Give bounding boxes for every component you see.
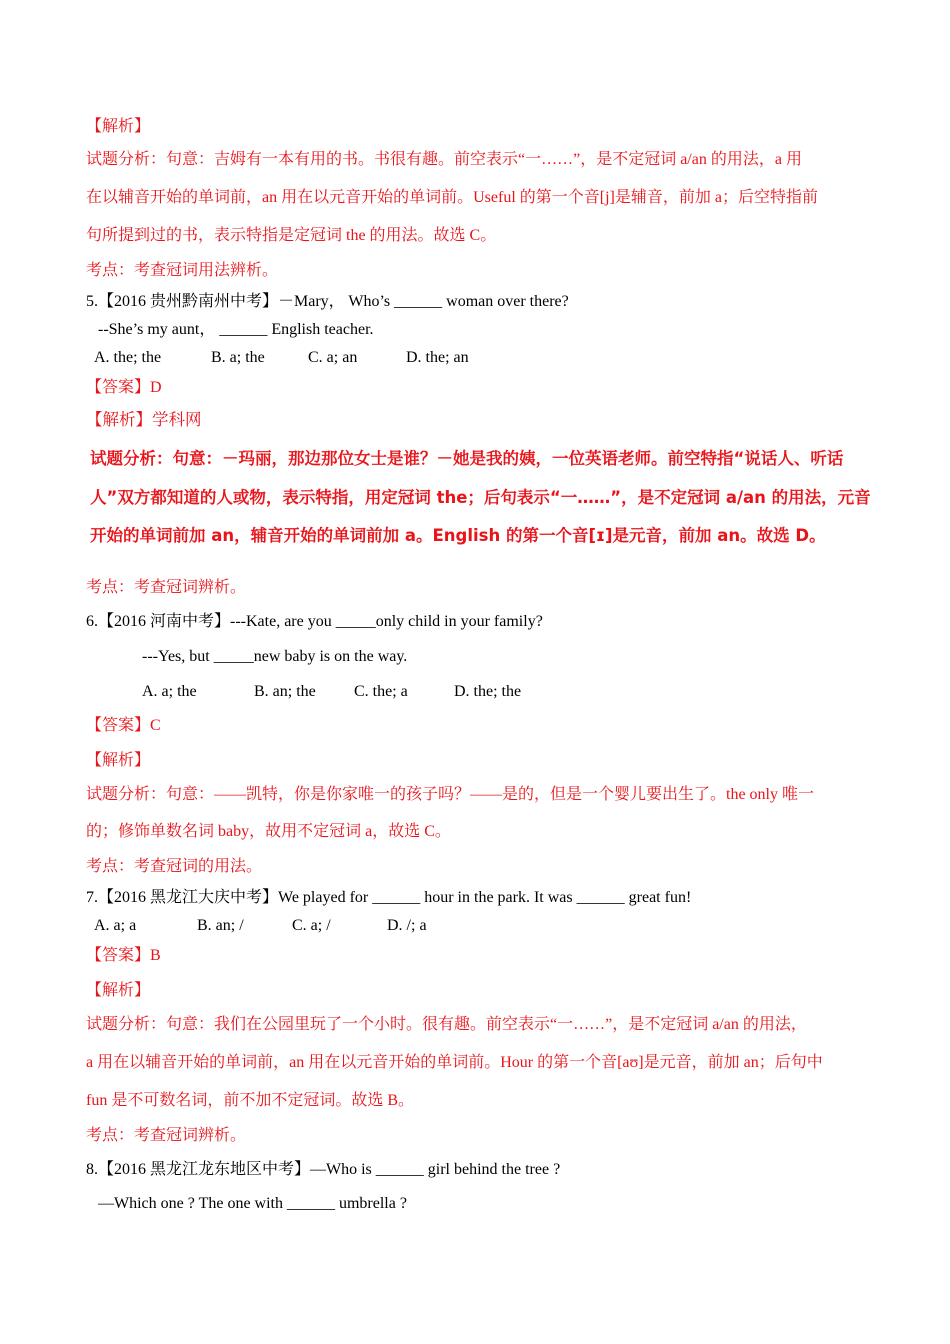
q7-option-c: C. a; /: [292, 917, 331, 934]
q4-jiexi-label: 【解析】: [86, 118, 151, 135]
q7-option-b: B. an; /: [197, 917, 244, 934]
q5-stem-line-1: 5.【2016 贵州黔南州中考】－Mary， Who’s ______ woman over there?: [86, 293, 569, 310]
q6-stem-line-2: ---Yes, but _____new baby is on the way.: [142, 648, 408, 665]
q5-jiexi-label: 【解析】学科网: [86, 410, 202, 429]
q7-jiexi-label: 【解析】: [86, 982, 151, 999]
q6-option-d: D. the; the: [454, 683, 522, 700]
q5-option-c: C. a; an: [308, 349, 358, 366]
q6-stem-line-1: 6.【2016 河南中考】---Kate, are you _____only child in your family?: [86, 613, 543, 630]
q8-stem-line-2: —Which one ? The one with ______ umbrella ?: [98, 1195, 407, 1212]
q5-option-a: A. the; the: [94, 349, 162, 366]
q7-option-d: D. /; a: [387, 917, 427, 934]
watermark: [91, 361, 861, 580]
q6-answer: 【答案】C: [86, 717, 161, 734]
q4-analysis-line-3: 句所提到过的书，表示特指是定冠词 the 的用法。故选 C。: [86, 227, 497, 244]
q4-analysis-line-2: 在以辅音开始的单词前，an 用在以元音开始的单词前。Useful 的第一个音[j]是辅音，前加 a；后空特指前: [86, 189, 818, 206]
q6-option-c: C. the; a: [354, 683, 408, 700]
q7-stem-line-1: 7.【2016 黑龙江大庆中考】We played for ______ hour in the park. It was ______ great fun!: [86, 889, 692, 906]
q5-stem-line-2: --She’s my aunt， ______ English teacher.: [98, 321, 374, 338]
q6-analysis-line-1: 试题分析：句意：——凯特，你是你家唯一的孩子吗？——是的，但是一个婴儿要出生了。the only 唯一: [86, 786, 814, 803]
q6-analysis-line-2: 的；修饰单数名词 baby，故用不定冠词 a，故选 C。: [86, 823, 451, 840]
q7-analysis-line-3: fun 是不可数名词，前不加不定冠词。故选 B。: [86, 1092, 415, 1109]
q5-analysis-line-1: 试题分析：句意：－玛丽，那边那位女士是谁？－她是我的姨，一位英语老师。前空特指“说话人、听话: [90, 449, 844, 468]
q6-option-b: B. an; the: [254, 683, 316, 700]
q4-analysis-line-1: 试题分析：句意：吉姆有一本有用的书。书很有趣。前空表示“一……”，是不定冠词 a/an 的用法，a 用: [86, 151, 802, 168]
q5-option-d: D. the; an: [406, 349, 469, 366]
q5-analysis-line-2: 人”双方都知道的人或物，表示特指，用定冠词 the；后句表示“一……”，是不定冠词 a/an 的用法，元音: [90, 488, 871, 507]
q5-option-b: B. a; the: [211, 349, 265, 366]
q7-option-a: A. a; a: [94, 917, 137, 934]
q6-jiexi-label: 【解析】: [86, 752, 151, 769]
q5-answer: 【答案】D: [86, 379, 162, 396]
q7-kaodian: 考点：考查冠词辨析。: [86, 1127, 247, 1144]
q6-option-a: A. a; the: [142, 683, 197, 700]
q5-kaodian: 考点：考查冠词辨析。: [86, 579, 247, 596]
q6-kaodian: 考点：考查冠词的用法。: [86, 858, 263, 875]
q7-analysis-line-2: a 用在以辅音开始的单词前，an 用在以元音开始的单词前。Hour 的第一个音[aʊ]是元音，前加 an；后句中: [86, 1054, 823, 1071]
q7-analysis-line-1: 试题分析：句意：我们在公园里玩了一个小时。很有趣。前空表示“一……”，是不定冠词 a/an 的用法，: [86, 1016, 807, 1033]
q4-kaodian: 考点：考查冠词用法辨析。: [86, 262, 279, 279]
q7-answer: 【答案】B: [86, 947, 161, 964]
q5-analysis-line-3: 开始的单词前加 an，辅音开始的单词前加 a。English 的第一个音[ɪ]是元音，前加 an。故选 D。: [90, 526, 826, 545]
q8-stem-line-1: 8.【2016 黑龙江龙东地区中考】—Who is ______ girl behind the tree ?: [86, 1161, 561, 1178]
